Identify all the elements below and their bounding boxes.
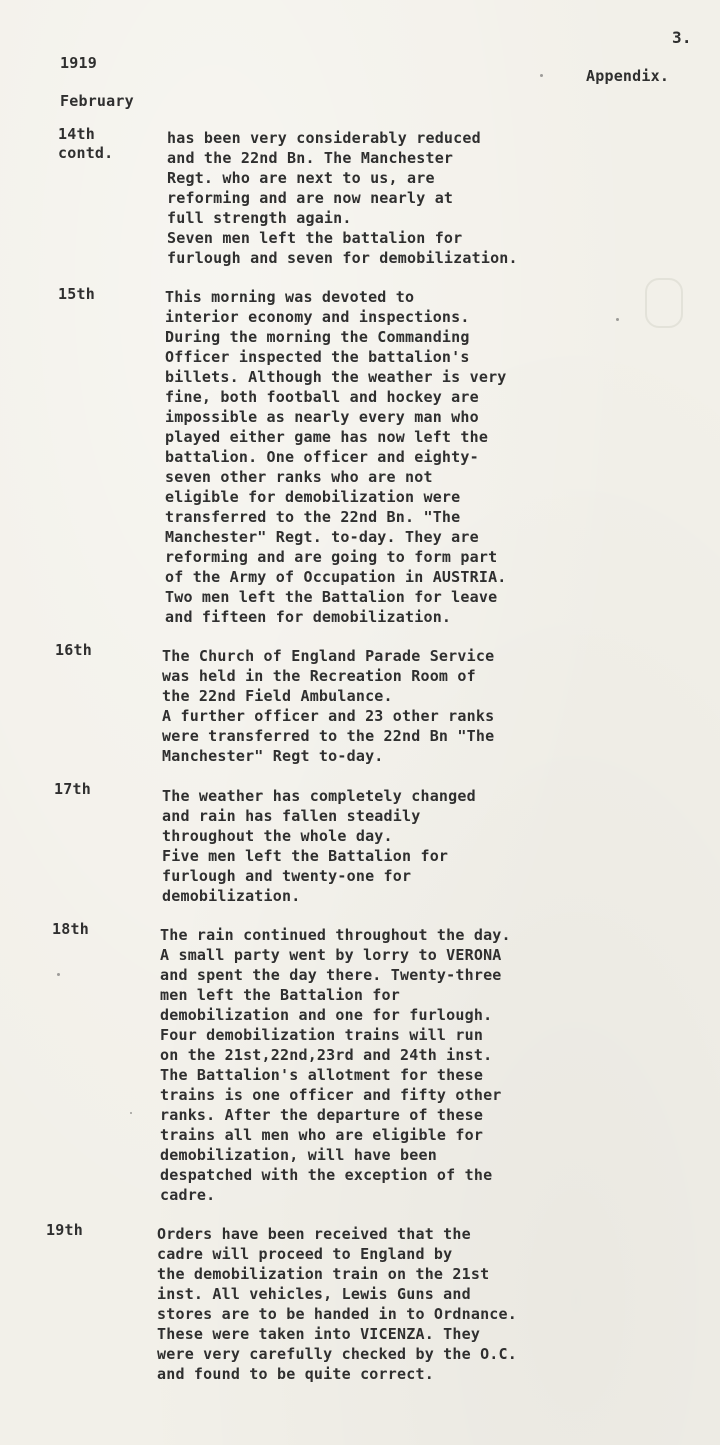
- month-heading: February: [60, 92, 134, 110]
- ink-speck: [616, 318, 619, 321]
- ink-speck: [57, 973, 60, 976]
- entry-text: Orders have been received that the cadre will proceed to England by the demobilization train on the 21st inst. All vehicles, Lewis Guns and stores are to be handed in to Ordnance. These were taken into VICENZA. They were very carefully checked by the O.C. and found to be quite correct.: [157, 1225, 517, 1383]
- entry-date: 16th: [55, 641, 92, 659]
- page-number: 3.: [672, 28, 692, 47]
- entry-date: 17th: [54, 780, 91, 798]
- entry-text: has been very considerably reduced and the 22nd Bn. The Manchester Regt. who are next to us, are reforming and are now nearly at full strength again. Seven men left the battalion for furlough and seven for demobilization.: [167, 129, 518, 267]
- entry-date: 14th contd.: [58, 125, 114, 162]
- entry-date: 18th: [52, 920, 89, 938]
- entry-text: The weather has completely changed and rain has fallen steadily throughout the whole day. Five men left the Battalion for furlough and twenty-one for demobilization.: [162, 787, 476, 905]
- entry-text: The rain continued throughout the day. A small party went by lorry to VERONA and spent the day there. Twenty-three men left the Battalion for demobilization and one for furlough. Four demobilization trains will run on the 21st,22nd,23rd and 24th inst. The Battalion's allotment for these trains is one officer and fifty other ranks. After the departure of these trains all men who are eligible for demobilization, will have been despatched with the exception of the cadre.: [160, 926, 511, 1204]
- entry-text: This morning was devoted to interior economy and inspections. During the morning the Commanding Officer inspected the battalion's billets. Although the weather is very fine, both football and hockey are impossible as nearly every man who played either game has now left the battalion. One officer and eighty- seven other ranks who are not eligible for demobilization were transferred to the 22nd Bn. "The Manchester" Regt. to-day. They are reforming and are going to form part of the Army of Occupation in AUSTRIA. Two men left the Battalion for leave and fifteen for demobilization.: [165, 288, 507, 626]
- appendix-label: Appendix.: [586, 67, 670, 85]
- ink-speck: [540, 74, 543, 77]
- ink-speck: [130, 1112, 132, 1114]
- entry-date: 19th: [46, 1221, 83, 1239]
- watermark-mark: [645, 278, 683, 328]
- entry-date: 15th: [58, 285, 95, 303]
- year-heading: 1919: [60, 54, 97, 72]
- entry-text: The Church of England Parade Service was held in the Recreation Room of the 22nd Field Ambulance. A further officer and 23 other ranks were transferred to the 22nd Bn "The Manchester" Regt to-day.: [162, 647, 495, 765]
